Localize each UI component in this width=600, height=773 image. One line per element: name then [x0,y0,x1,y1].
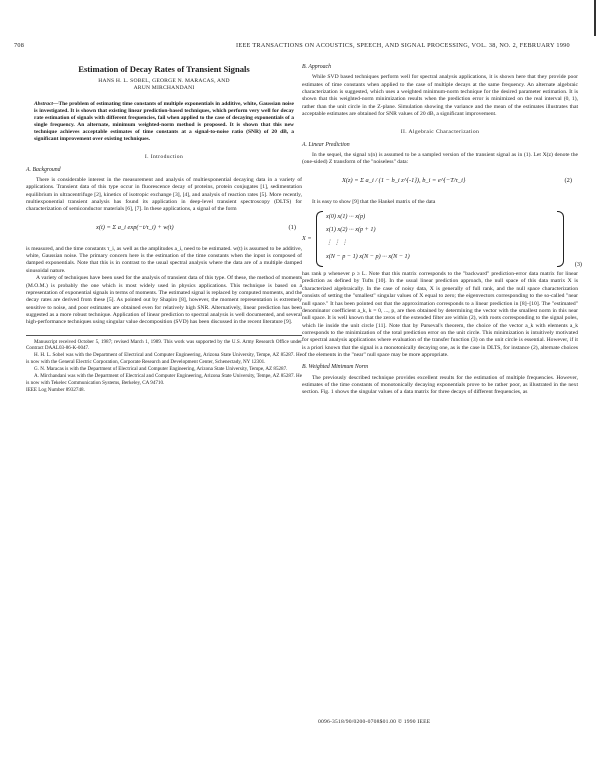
section-heading-introduction: I. Introduction [144,154,184,161]
page-number: 708 [14,42,25,49]
matrix-right-bracket [557,211,564,267]
paragraph-background-2: is measured, and the time constants τ_i, as well as the amplitudes a_i, need to be estimated. w(t) is assumed to be additive, white, Gaussian noise. The primary concern here is the estimation of the time constants when the input is composed of damped exponentials. Note that this is in contrast to the usual spectral analysis where the data are of a multiple damped sinusoidal nature. [26,245,302,274]
paper-title: Estimation of Decay Rates of Transient Signals [78,64,250,74]
matrix-row-4: x(N − p − 1) x(N − p) ··· x(N − 1) [326,253,410,261]
matrix-lhs: X = [302,235,312,243]
copyright-code: 0096-3518/90/0200-0708$01.00 © 1990 IEEE [318,719,431,725]
matrix-row-1: x(0) x(1) ··· x(p) [326,213,366,221]
right-column [302,64,582,397]
footnote-manuscript: Manuscript received October 5, 1987; revised March 1, 1989. This work was supported by the U.S. Army Research Office under Contract DAAL03-86-K-0047. [26,338,302,351]
equation-1 [26,218,302,242]
equation-2-body: X(z) = Σ a_i / (1 − b_i z^{-1}), b_i = e^{−T/τ_i} [342,176,466,184]
section-heading-algebraic: II. Algebraic Characterization [400,129,480,136]
footnote-author-sobel: H. H. L. Sobel was with the Department of Electrical and Computer Engineering, Arizona State University, Tempe, AZ 85287. He is now with the General Electric Corporation, Corporate Research and Development Center, Schenectady, NY 12301. [26,352,302,365]
equation-2 [302,171,578,195]
abstract-lead: Abstract— [34,100,59,107]
paragraph-approach: While SVD based techniques perform well for spectral analysis applications, it is shown here that they provide poor estimates of time constants when applied to the case of multiple decays at the same frequency. An alternate algebraic characterization is suggested, which uses a weighted minimum-norm technique for the desired parameter estimation. It is shown that this weighted-norm minimization results when the prediction error is minimized on the real interval (0, 1), rather than the unit circle in the Z-plane. Simulation showing the variance and the mean of the estimates illustrates that acceptable estimates are obtained for SNR values of 20 dB, a significant improvement. [302,74,578,118]
equation-1-number: (1) [288,223,296,231]
footnote-author-mirchandani: A. Mirchandani was with the Department of Electrical and Computer Engineering, Arizona State University, Tempe, AZ 85287. He is now with Tekelec Communication Systems, Berkeley, CA 94710. [26,373,302,386]
matrix-left-bracket [316,211,323,267]
paragraph-linear-prediction-1: In the sequel, the signal x(n) is assumed to be a sampled version of the transient signal as in (1). Let X(z) denote the (one-sided) Z transform of the "noiseless" data: [302,152,578,166]
equation-2-number: (2) [564,176,572,184]
abstract [34,101,294,144]
authors-line-1: HANS H. L. SOBEL, GEORGE N. MARACAS, AND [98,78,230,84]
subsection-heading-weighted-minimum-norm: B. Weighted Minimum Norm [302,364,369,371]
authors-line-2: ARUN MIRCHANDANI [133,85,195,92]
paragraph-background-3: A variety of techniques have been used for the analysis of transient data of this type. Of these, the method of moments (M.O.M.) is probably the one which is most widely used in physics applications. This technique is based on a representation of exponential signals in terms of moments. The estimated signal is replaced by computed moments, and the decay rates are derived from these [5]. As pointed out by Shapiro [8], however, the moment representation is extremely sensitive to noise, and poor estimates are obtained even for relatively high SNR. Alternatively, linear prediction has been suggested as a more robust technique. Application of linear prediction to spectral analysis is well documented, and several high-performance techniques using singular value decomposition (SVD) has been discussed in the recent literature [9]. [26,275,302,326]
subsection-heading-background: A. Background [26,166,61,173]
page-edge-mark [594,0,596,36]
paragraph-background-1: There is considerable interest in the measurement and analysis of multiexponential decaying data in a variety of applications. Transient data of this type occur in fluorescence decay of proteins, protein conjugates [1], sedimentation equilibrium in ultracentrifuge [2], kinetics of isotropic exchange [3], [4], and analysis of reaction rates [5]. More recently, multiexponential transient analysis has found its application in deep-level transient spectroscopy (DLTS) for characterization of semiconductor materials [6], [7]. In these applications, a signal of the form [26,177,302,213]
footnote-author-maracas: G. N. Maracas is with the Department of Electrical and Computer Engineering, Arizona State University, Tempe, AZ 85287. [34,365,288,372]
subsection-heading-approach: B. Approach [302,64,331,70]
footnote-ieee-log: IEEE Log Number 8932748. [26,386,85,393]
running-head [14,42,586,52]
paragraph-weighted-minimum-norm: The previously described technique provides excellent results for the estimation of multiple frequencies. However, estimates of the time constants of monotonically decaying exponentials prove to be rather poor, as illustrated in the next section. Fig. 1 shows the singular values of a data matrix for three decays of different frequencies, as [302,374,578,396]
abstract-text: The problem of estimating time constants of multiple exponentials in additive, white, Gaussian noise is investigated. It is shown that existing linear prediction-based techniques, which perform very well for decay rate estimation of signals with different frequencies, fail when applied to the case of decaying exponentials of a single frequency. An alternate, minimum weighted-norm method is proposed. It is shown that this new technique achieves acceptable estimates of time constants at a signal-to-noise ratio (SNR) of 20 dB, a significant improvement over existing techniques. [34,100,294,143]
matrix-row-3: ⋮ ⋮ ⋮ [326,239,348,247]
hankel-matrix [302,209,582,269]
paragraph-linear-prediction-3: has rank p whenever p ≥ L. Note that this matrix corresponds to the "backward" prediction-error data matrix for linear prediction as defined by Tufts [10]. In the usual linear prediction approach, the null space of this data matrix X is characterized algebraically. In the case of noisy data, X is generally of full rank, and the null space characterization consists of setting the "smallest" singular values of X equal to zero; the eigenvectors corresponding to the so-called "near null space." It has been pointed out that the approximation corresponds to a linear prediction in [8]–[10]. The "estimated" denominator coefficient a_k, k = 0, ..., p, are then obtained by determining the vector with the smallest norm in this near null space. It is well known that the zeros of the extended filter are within (2), with roots corresponding to the signal poles, which lie inside the unit circle [11]. Note that by Parseval's theorem, the choice of the vector a_k with elements a_k corresponds to the minimization of the total prediction error on the unit circle. This minimization is intuitively motivated for spectral analysis applications where evaluation of the transfer function (3) on the unit circle is essential. However, if it is a priori known that the signal is a monotonically decaying one, as is the case in DLTS, for instance (2), alternate choices of the elements in the "near" null space may be more appropriate. [302,271,578,358]
journal-header: IEEE TRANSACTIONS ON ACOUSTICS, SPEECH, AND SIGNAL PROCESSING, VOL. 38, NO. 2, FEBRUARY 1990 [236,42,570,49]
left-column [26,64,302,394]
footnotes [26,335,302,394]
matrix-row-2: x(1) x(2) ··· x(p + 1) [326,226,376,234]
equation-1-body: x(t) = Σ a_i exp(−t/τ_i) + w(t) [96,223,174,231]
paragraph-linear-prediction-2: It is easy to show [9] that the Hankel matrix of the data [312,198,436,205]
subsection-heading-linear-prediction: A. Linear Prediction [302,141,350,148]
equation-3-number: (3) [574,261,582,269]
